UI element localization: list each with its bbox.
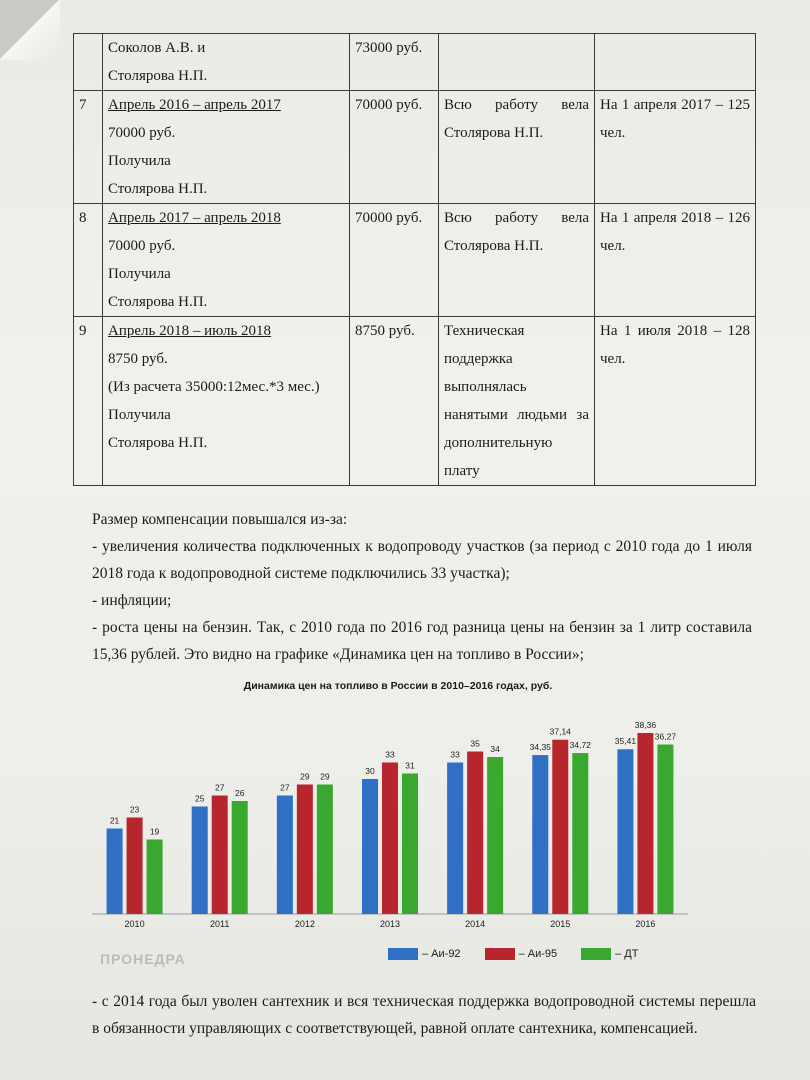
data-label: 31 [405, 760, 415, 771]
chart-plot [88, 676, 708, 941]
table-row [74, 34, 756, 91]
received-line: Получила [108, 266, 171, 282]
data-label: 23 [129, 804, 140, 815]
legend-swatch [388, 948, 418, 960]
table-row [74, 91, 756, 204]
row-number-cell: 9 [74, 317, 103, 486]
data-label: 35 [470, 738, 480, 749]
bar-2014-0 [447, 763, 463, 915]
people-cell: На 1 апреля 2018 – 126 чел. [595, 204, 756, 317]
sum-cell [350, 34, 439, 91]
sum-cell [350, 91, 439, 204]
bar-2013-2 [402, 774, 418, 915]
bar-2011-0 [192, 807, 208, 915]
row-number-cell: 7 [74, 91, 103, 204]
x-tick-label: 2011 [210, 919, 230, 929]
compensation-table [73, 33, 756, 486]
body-text [92, 988, 756, 1042]
table-row [74, 317, 756, 486]
bar-2010-1 [127, 818, 143, 915]
folded-corner [0, 0, 60, 60]
bar-2016-2 [657, 745, 673, 914]
legend-item [388, 948, 461, 960]
table-row [74, 204, 756, 317]
x-tick-label: 2010 [124, 919, 145, 929]
x-tick-label: 2016 [635, 919, 656, 929]
legend-item [485, 948, 558, 960]
fuel-price-chart [88, 676, 708, 976]
paragraph: - с 2014 года был уволен сантехник и вся техническая поддержка водопроводной системы перешла в обязанности управляющих с соответствующей, равной оплате сантехника, компенсацией. [92, 993, 756, 1037]
data-label: 19 [149, 826, 160, 837]
row-number-cell [74, 34, 103, 91]
sum-value: 70000 руб. [355, 210, 423, 226]
paragraph: - инфляции; [92, 592, 172, 609]
bar-2014-2 [487, 757, 503, 914]
body-text [92, 506, 752, 668]
period-cell [103, 317, 350, 486]
people-cell [595, 34, 756, 91]
bar-2015-1 [552, 740, 568, 914]
amount-line: 70000 руб. [108, 125, 176, 141]
data-label: 35,41 [614, 736, 637, 747]
calculation-line: (Из расчета 35000:12мес.*3 мес.) [108, 379, 320, 395]
legend-swatch [485, 948, 515, 960]
recipient-line: Столярова Н.П. [108, 294, 208, 310]
bar-2013-1 [382, 763, 398, 915]
work-cell: Техническая поддержка выполнялась нанятыми людьми за дополнительную плату [439, 317, 595, 486]
period-heading: Апрель 2016 – апрель 2017 [108, 97, 281, 113]
recipient-line: Столярова Н.П. [108, 435, 208, 451]
work-cell: Всю работу вела Столярова Н.П. [439, 91, 595, 204]
data-label: 25 [194, 793, 205, 804]
sum-value: 73000 руб. [355, 40, 423, 56]
received-line: Получила [108, 407, 171, 423]
x-tick-label: 2014 [465, 919, 486, 929]
data-label: 34,35 [529, 742, 551, 753]
sum-cell [350, 204, 439, 317]
bar-2012-2 [317, 785, 333, 915]
data-label: 33 [450, 749, 460, 760]
data-label: 33 [385, 749, 395, 760]
legend-swatch [581, 948, 611, 960]
data-label: 29 [300, 771, 310, 782]
brand-watermark: ПРОНЕДРА [100, 951, 186, 967]
work-cell: Всю работу вела Столярова Н.П. [439, 204, 595, 317]
period-cell [103, 204, 350, 317]
data-label: 36,27 [654, 731, 677, 742]
bar-2011-2 [232, 801, 248, 914]
data-label: 34,72 [569, 740, 591, 751]
data-label: 38,36 [634, 720, 657, 731]
bar-2015-2 [572, 753, 588, 914]
paragraph: - увеличения количества подключенных к водопроводу участков (за период с 2010 года до 1 июля 2018 года к водопроводной системе подключились 33 участка); [92, 538, 752, 582]
data-label: 27 [214, 782, 225, 793]
legend-label: – ДТ [615, 948, 639, 960]
data-label: 30 [365, 766, 375, 776]
bar-2013-0 [362, 779, 378, 914]
recipient-line: Столярова Н.П. [108, 181, 208, 197]
x-tick-label: 2015 [550, 919, 571, 929]
chart-legend [388, 948, 638, 960]
data-label: 29 [320, 771, 330, 782]
amount-line: 8750 руб. [108, 351, 168, 367]
x-tick-label: 2012 [294, 919, 315, 929]
sum-cell [350, 317, 439, 486]
recipient-line: Соколов А.В. и [108, 40, 206, 56]
data-label: 26 [234, 788, 245, 798]
paragraph: - роста цены на бензин. Так, с 2010 года по 2016 год разница цены на бензин за 1 литр составила 15,36 рублей. Это видно на графике «Динамика цен на топливо в России»; [92, 619, 752, 663]
legend-item [581, 948, 638, 960]
bar-2010-0 [107, 829, 123, 915]
bar-2015-0 [532, 755, 548, 914]
data-label: 34 [490, 744, 500, 754]
bar-2010-2 [147, 840, 163, 915]
sum-value: 8750 руб. [355, 323, 415, 339]
paragraph: Размер компенсации повышался из-за: [92, 511, 348, 528]
bar-2011-1 [212, 796, 228, 915]
bar-2012-0 [277, 796, 293, 915]
period-cell [103, 34, 350, 91]
bar-2012-1 [297, 785, 313, 915]
bar-2016-0 [617, 749, 633, 914]
received-line: Получила [108, 153, 171, 169]
amount-line: 70000 руб. [108, 238, 176, 254]
data-label: 21 [109, 815, 120, 826]
bar-2014-1 [467, 752, 483, 915]
work-cell [439, 34, 595, 91]
x-tick-label: 2013 [379, 919, 401, 929]
period-cell [103, 91, 350, 204]
data-label: 37,14 [549, 726, 571, 737]
period-heading: Апрель 2017 – апрель 2018 [108, 210, 281, 226]
bar-2016-1 [637, 733, 653, 914]
recipient-line: Столярова Н.П. [108, 68, 208, 84]
legend-label: – Аи-92 [422, 948, 461, 960]
sum-value: 70000 руб. [355, 97, 423, 113]
people-cell: На 1 апреля 2017 – 125 чел. [595, 91, 756, 204]
chart-title: Динамика цен на топливо в России в 2010–2016 годах, руб. [243, 680, 553, 692]
legend-label: – Аи-95 [518, 948, 558, 960]
data-label: 27 [280, 782, 290, 793]
period-heading: Апрель 2018 – июль 2018 [108, 323, 272, 339]
people-cell: На 1 июля 2018 – 128 чел. [595, 317, 756, 486]
row-number-cell: 8 [74, 204, 103, 317]
